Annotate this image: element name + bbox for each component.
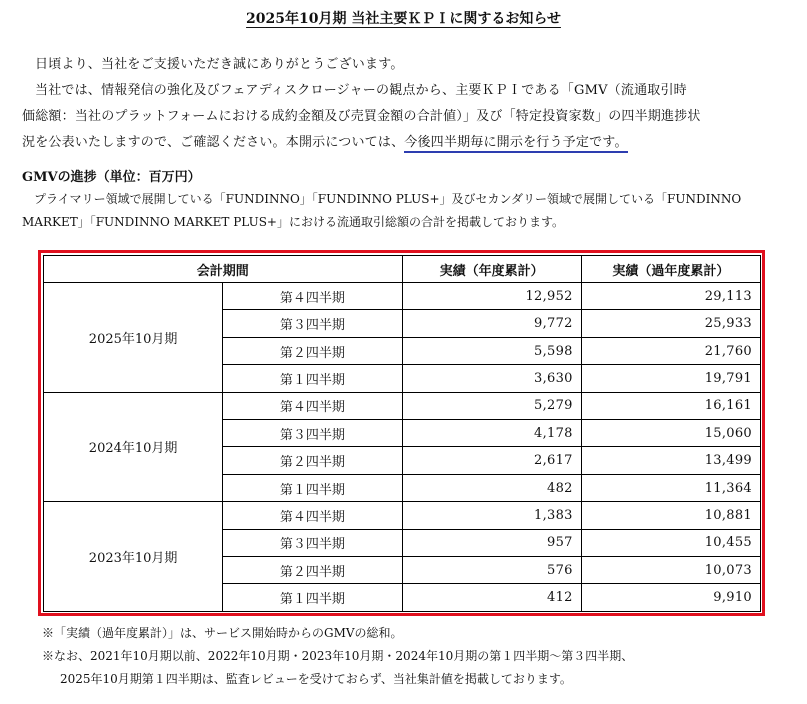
gmv-table [43, 255, 761, 612]
cumulative-value: 10,455 [581, 529, 760, 556]
table-row [44, 392, 761, 419]
quarter-cell: 第４四半期 [223, 502, 402, 529]
cumulative-value: 11,364 [581, 474, 760, 501]
quarter-cell: 第４四半期 [223, 392, 402, 419]
cumulative-value: 21,760 [581, 337, 760, 364]
quarter-cell: 第２四半期 [223, 337, 402, 364]
section-intro [22, 188, 792, 234]
paragraph-text: 況を公表いたしますので、ご確認ください。本開示については、 [22, 135, 405, 150]
annual-value: 12,952 [402, 283, 581, 310]
period-cell: 2023年10月期 [44, 502, 223, 612]
table-header-row [44, 256, 761, 283]
quarter-cell: 第３四半期 [223, 420, 402, 447]
cumulative-value: 10,073 [581, 557, 760, 584]
cumulative-value: 29,113 [581, 283, 760, 310]
kpi-table-highlight-frame [38, 250, 765, 616]
highlighted-text: 今後四半期毎に開示を行う予定です。 [404, 135, 627, 153]
footnotes [42, 622, 802, 691]
cumulative-value: 9,910 [581, 584, 760, 612]
quarter-cell: 第２四半期 [223, 557, 402, 584]
footnote: ※なお、2021年10月期以前、2022年10月期・2023年10月期・2024年10月期の第１四半期～第３四半期、 [42, 649, 634, 663]
header-cumulative: 実績（過年度累計） [581, 256, 760, 283]
annual-value: 5,598 [402, 337, 581, 364]
paragraph-line [22, 130, 792, 156]
annual-value: 4,178 [402, 420, 581, 447]
quarter-cell: 第１四半期 [223, 584, 402, 612]
period-cell: 2024年10月期 [44, 392, 223, 502]
table-row [44, 283, 761, 310]
annual-value: 957 [402, 529, 581, 556]
quarter-cell: 第３四半期 [223, 310, 402, 337]
footnote-continuation: 2025年10月期第１四半期は、監査レビューを受けておらず、当社集計値を掲載しております。 [60, 672, 572, 686]
annual-value: 482 [402, 474, 581, 501]
quarter-cell: 第４四半期 [223, 283, 402, 310]
cumulative-value: 19,791 [581, 365, 760, 392]
annual-value: 9,772 [402, 310, 581, 337]
document-title: 2025年10月期 当社主要ＫＰＩに関するお知らせ [246, 11, 561, 27]
paragraph-line: 当社では、情報発信の強化及びフェアディスクロージャーの観点から、主要ＫＰＩである「GMV（流通取引時 [35, 83, 687, 98]
intro-line: プライマリー領域で展開している「FUNDINNO」「FUNDINNO PLUS+」及びセカンダリー領域で展開している「FUNDINNO [34, 192, 742, 206]
quarter-cell: 第３四半期 [223, 529, 402, 556]
annual-value: 3,630 [402, 365, 581, 392]
footnote: ※「実績（過年度累計）」は、サービス開始時からのGMVの総和。 [42, 626, 403, 640]
intro-line: MARKET」「FUNDINNO MARKET PLUS+」における流通取引総額の合計を掲載しております。 [22, 215, 565, 229]
intro-paragraph [22, 52, 792, 156]
cumulative-value: 10,881 [581, 502, 760, 529]
table-row [44, 502, 761, 529]
annual-value: 5,279 [402, 392, 581, 419]
annual-value: 1,383 [402, 502, 581, 529]
paragraph-line: 価総額：当社のプラットフォームにおける成約金額及び売買金額の合計値）」及び「特定投資家数」の四半期進捗状 [22, 109, 701, 124]
paragraph-line: 日頃より、当社をご支援いただき誠にありがとうございます。 [35, 57, 404, 72]
quarter-cell: 第２四半期 [223, 447, 402, 474]
header-period: 会計期間 [44, 256, 403, 283]
period-cell: 2025年10月期 [44, 283, 223, 393]
quarter-cell: 第１四半期 [223, 365, 402, 392]
cumulative-value: 16,161 [581, 392, 760, 419]
header-annual: 実績（年度累計） [402, 256, 581, 283]
quarter-cell: 第１四半期 [223, 474, 402, 501]
cumulative-value: 15,060 [581, 420, 760, 447]
annual-value: 576 [402, 557, 581, 584]
annual-value: 2,617 [402, 447, 581, 474]
cumulative-value: 25,933 [581, 310, 760, 337]
cumulative-value: 13,499 [581, 447, 760, 474]
section-heading: GMVの進捗（単位：百万円） [22, 170, 201, 185]
annual-value: 412 [402, 584, 581, 612]
